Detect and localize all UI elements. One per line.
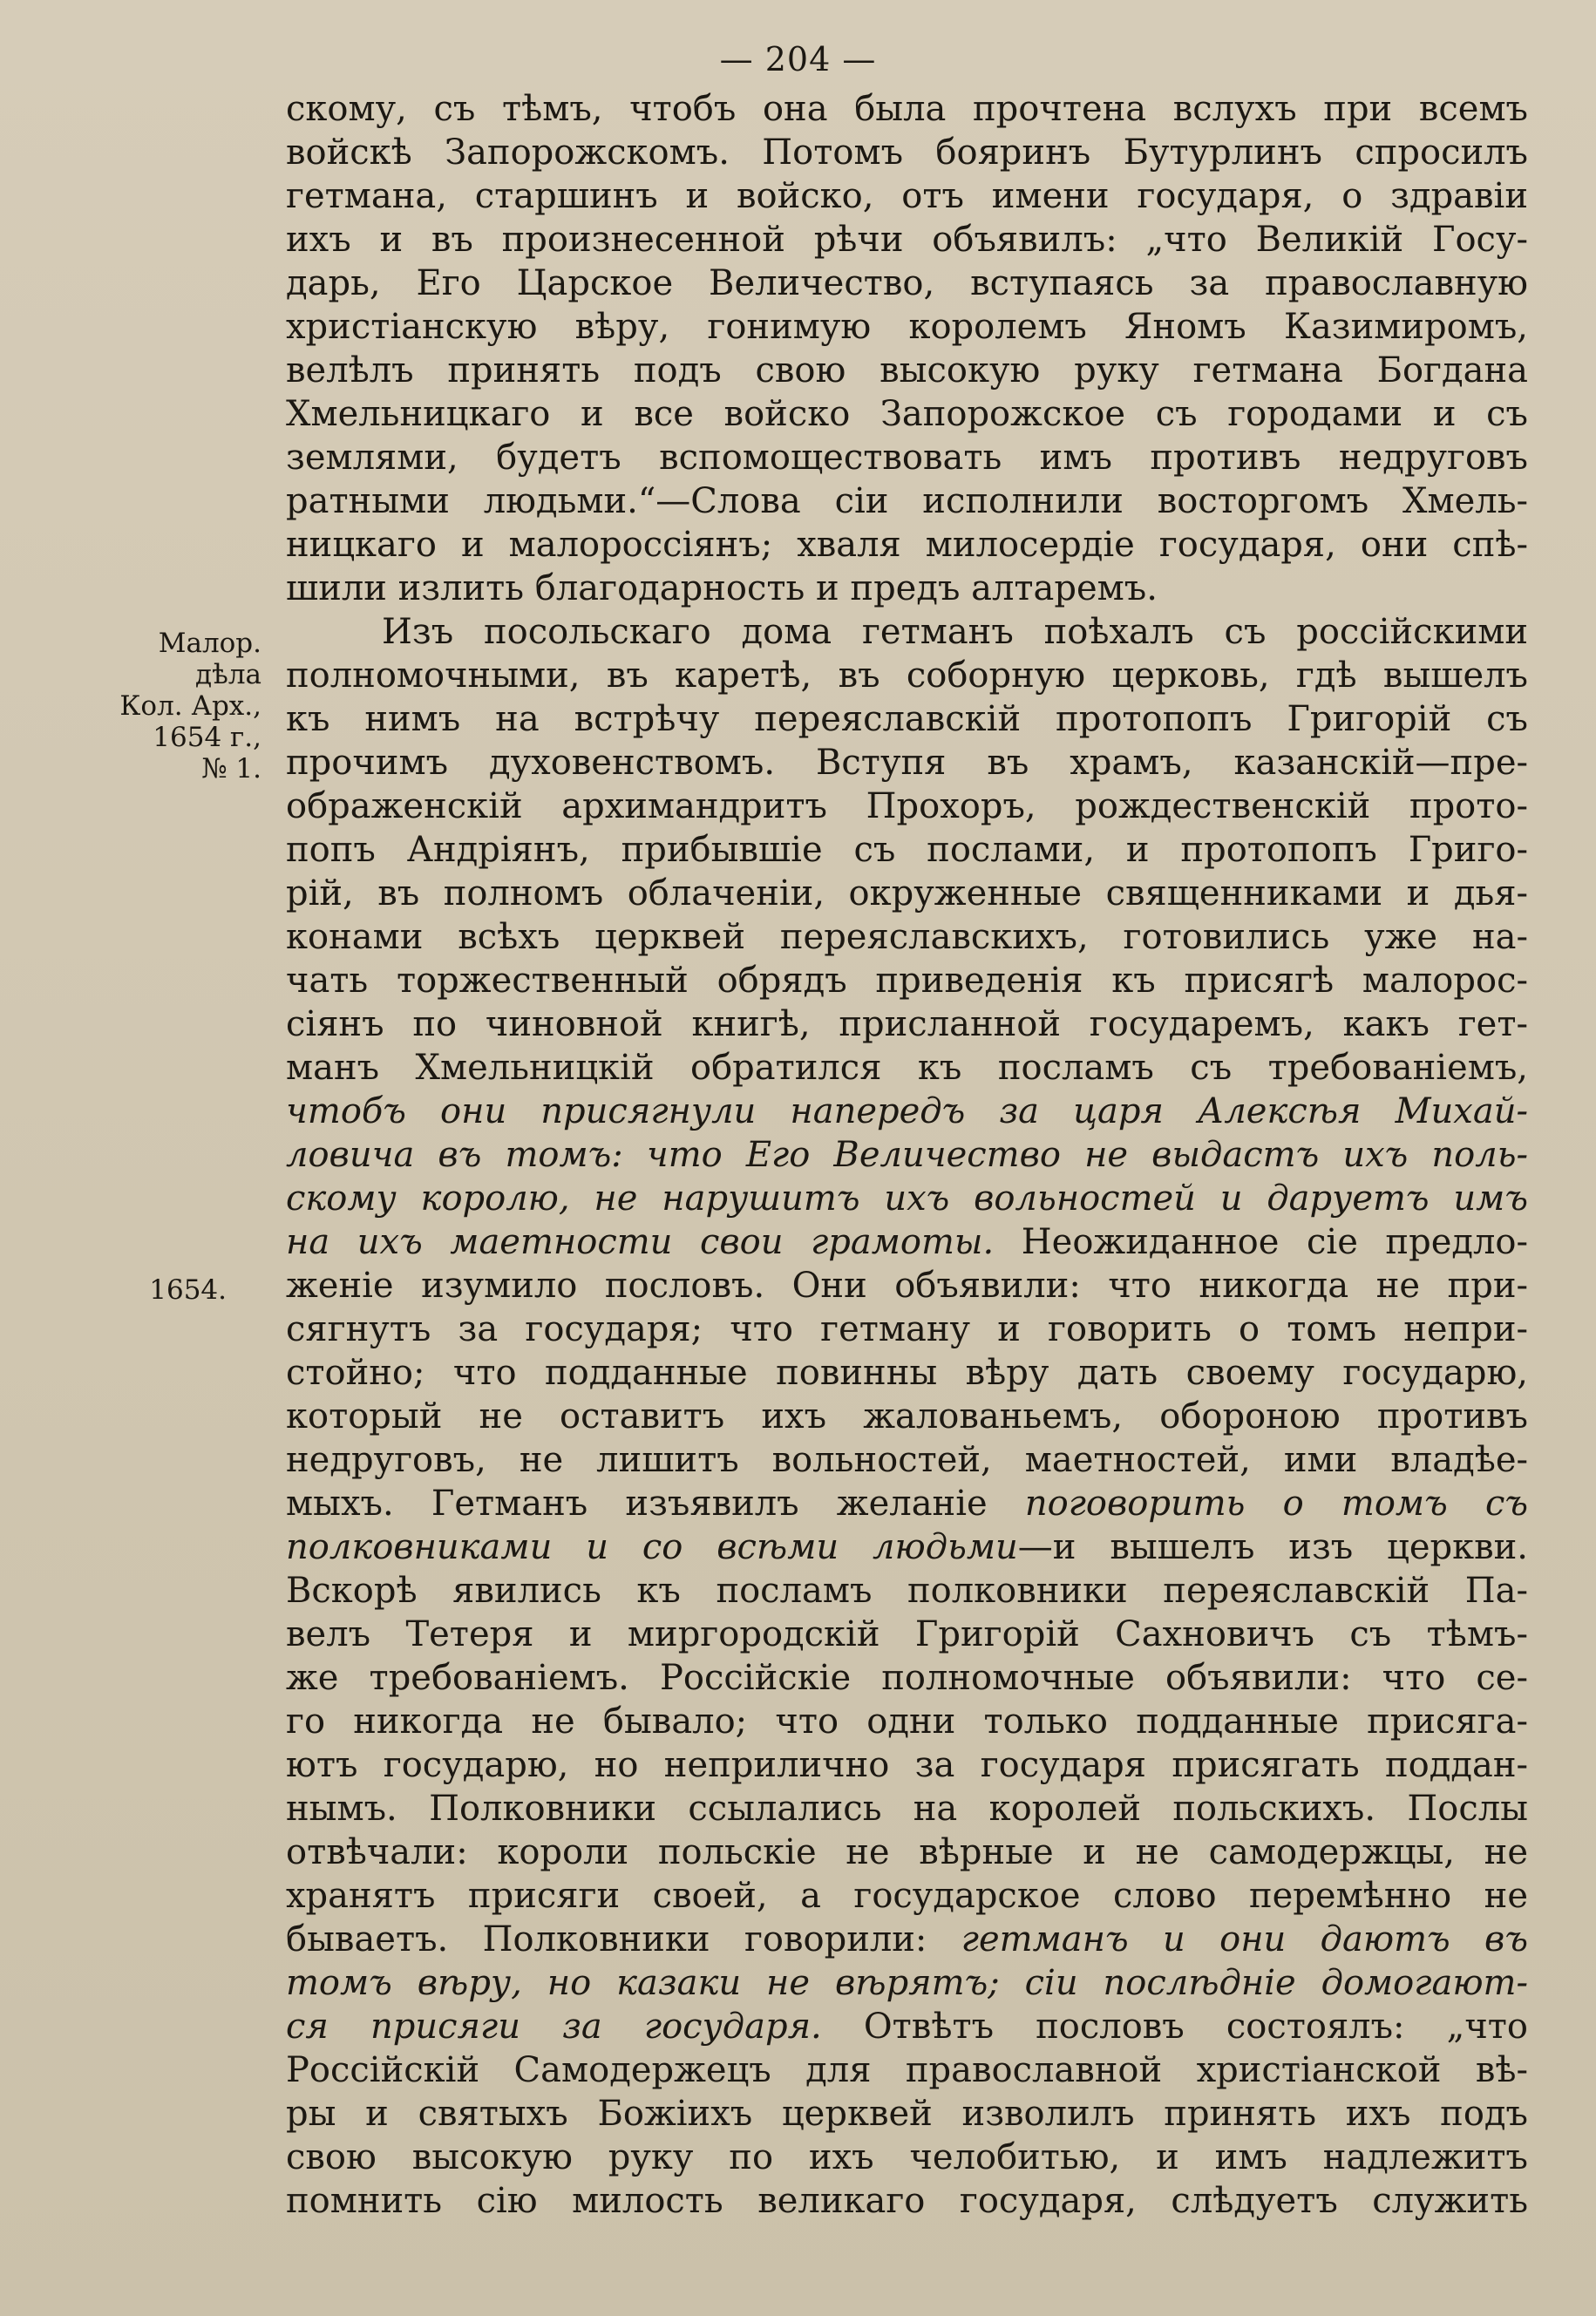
text-fragment: женіе изумило пословъ. Они объявили: что никогда не при- [286, 1266, 1528, 1306]
italic-text: томъ вѣру, но казаки не вѣрятъ; сіи послѣдніе домогают- [286, 1963, 1528, 2003]
text-fragment: же требованіемъ. Россійскіе полномочные объявили: что се- [286, 1658, 1528, 1698]
margin-note-year: 1654. [149, 1274, 227, 1306]
text-line [286, 1874, 1528, 1918]
text-line [286, 1133, 1528, 1177]
text-line [286, 1743, 1528, 1787]
text-line [286, 959, 1528, 1002]
text-line [286, 1438, 1528, 1482]
italic-text: ся присяги за государя. [286, 2007, 822, 2047]
text-fragment: шили излить благодарность и предъ алтаремъ. [286, 568, 1158, 608]
text-fragment: чать торжественный обрядъ приведенія къ присягѣ малорос- [286, 961, 1528, 1001]
text-fragment: велъ Тетеря и миргородскій Григорій Сахновичъ съ тѣмъ- [286, 1614, 1528, 1654]
text-fragment: полномочными, въ каретѣ, въ соборную церковь, гдѣ вышелъ [286, 655, 1528, 696]
text-fragment: помнить сію милость великаго государя, слѣдуетъ служить [286, 2181, 1528, 2221]
text-fragment: ютъ государю, но неприлично за государя присягать поддан- [286, 1745, 1528, 1785]
text-fragment: хранятъ присяги своей, а государское слово перемѣнно не [286, 1876, 1528, 1916]
text-line [286, 87, 1528, 131]
text-fragment: бываетъ. Полковники говорили: [286, 1919, 961, 1959]
text-line [286, 174, 1528, 218]
italic-text: скому королю, не нарушитъ ихъ вольностей и даруетъ имъ [286, 1178, 1528, 1219]
text-fragment: гетмана, старшинъ и войско, отъ имени государя, о здравіи [286, 176, 1528, 216]
text-fragment: ратными людьми.“—Слова сіи исполнили восторгомъ Хмель- [286, 481, 1528, 521]
text-line [286, 1090, 1528, 1133]
text-line [286, 872, 1528, 915]
text-line [286, 1700, 1528, 1743]
text-fragment: Россійскій Самодержецъ для православной христіанской вѣ- [286, 2050, 1528, 2090]
text-line [286, 1351, 1528, 1395]
text-line [286, 1177, 1528, 1220]
text-fragment: ры и святыхъ Божіихъ церквей изволилъ принять ихъ подъ [286, 2094, 1528, 2134]
text-fragment: недруговъ, не лишитъ вольностей, маетностей, ими владѣе- [286, 1440, 1528, 1480]
text-line [286, 654, 1528, 697]
text-line [286, 392, 1528, 436]
text-fragment: сягнутъ за государя; что гетману и говорить о томъ непри- [286, 1309, 1528, 1349]
text-line [286, 1787, 1528, 1830]
text-fragment: скому, съ тѣмъ, чтобъ она была прочтена вслухъ при всемъ [286, 89, 1528, 129]
text-fragment: Отвѣтъ пословъ состоялъ: „что [821, 2007, 1528, 2047]
text-fragment: попъ Андріянъ, прибывшіе съ послами, и протопопъ Григо- [286, 830, 1528, 870]
text-line [286, 261, 1528, 305]
text-fragment: Хмельницкаго и все войско Запорожское съ городами и съ [286, 394, 1528, 434]
text-fragment: мыхъ. Гетманъ изъявилъ желаніе [286, 1484, 1025, 1524]
text-line [286, 1656, 1528, 1700]
italic-text: гетманъ и они даютъ въ [961, 1919, 1528, 1959]
text-line [286, 1220, 1528, 1264]
text-line [286, 2048, 1528, 2092]
text-fragment: христіанскую вѣру, гонимую королемъ Яномъ Казимиромъ, [286, 307, 1528, 347]
text-line [286, 915, 1528, 959]
text-line [286, 610, 1528, 654]
page-number: — 204 — [719, 40, 877, 78]
text-fragment: войскѣ Запорожскомъ. Потомъ бояринъ Бутурлинъ спросилъ [286, 132, 1528, 173]
text-fragment: къ нимъ на встрѣчу переяславскій протопопъ Григорій съ [286, 699, 1528, 739]
text-line [286, 784, 1528, 828]
text-line [286, 567, 1528, 610]
text-line [286, 131, 1528, 174]
text-line [286, 218, 1528, 261]
text-fragment: Изъ посольскаго дома гетманъ поѣхалъ съ россійскими [382, 612, 1528, 652]
text-fragment: ницкаго и малороссіянъ; хваля милосердіе государя, они спѣ- [286, 525, 1528, 565]
text-line [286, 1961, 1528, 2005]
text-line [286, 2092, 1528, 2136]
text-fragment: манъ Хмельницкій обратился къ посламъ съ требованіемъ, [286, 1048, 1528, 1088]
text-line [286, 2136, 1528, 2179]
body-text [286, 87, 1528, 2223]
text-fragment: Неожиданное сіе предло- [994, 1222, 1528, 1262]
text-line [286, 1482, 1528, 1525]
text-line [286, 1307, 1528, 1351]
text-line [286, 479, 1528, 523]
text-fragment: —и вышелъ изъ церкви. [1017, 1527, 1528, 1567]
text-fragment: велѣлъ принять подъ свою высокую руку гетмана Богдана [286, 350, 1528, 391]
text-fragment: свою высокую руку по ихъ челобитью, и имъ надлежитъ [286, 2137, 1528, 2177]
text-line [286, 1264, 1528, 1307]
italic-text: чтобъ они присягнули напередъ за царя Алексѣя Михай- [286, 1091, 1528, 1131]
margin-note-line: 1654 г., [153, 722, 261, 753]
text-fragment: стойно; что подданные повинны вѣру дать своему государю, [286, 1353, 1528, 1393]
text-fragment: конами всѣхъ церквей переяславскихъ, готовились уже на- [286, 917, 1528, 957]
text-fragment: ображенскій архимандритъ Прохоръ, рождественскій прото- [286, 786, 1528, 826]
text-line [286, 523, 1528, 567]
text-fragment: прочимъ духовенствомъ. Вступя въ храмъ, казанскій—пре- [286, 743, 1528, 783]
italic-text: на ихъ маетности свои грамоты. [286, 1222, 995, 1262]
text-line [286, 1525, 1528, 1569]
text-line [286, 828, 1528, 872]
italic-text: полковниками и со всѣми людьми [286, 1527, 1018, 1567]
text-line [286, 349, 1528, 392]
text-fragment: сіянъ по чиновной книгѣ, присланной государемъ, какъ гет- [286, 1004, 1528, 1044]
text-line [286, 1613, 1528, 1656]
text-line [286, 305, 1528, 349]
italic-text: ловича въ томъ: что Его Величество не выдастъ ихъ поль- [286, 1135, 1528, 1175]
text-line [286, 1002, 1528, 1046]
text-line [286, 697, 1528, 741]
text-fragment: рій, въ полномъ облаченіи, окруженные священниками и дья- [286, 873, 1528, 913]
text-line [286, 1569, 1528, 1613]
text-line [286, 741, 1528, 784]
text-fragment: отвѣчали: короли польскіе не вѣрные и не самодержцы, не [286, 1832, 1528, 1872]
margin-note-archive-reference [87, 628, 261, 784]
margin-note-line: № 1. [201, 753, 261, 784]
margin-note-line: Малор. [158, 628, 261, 659]
text-fragment: Вскорѣ явились къ посламъ полковники переяславскій Па- [286, 1571, 1528, 1611]
text-fragment: нымъ. Полковники ссылались на королей польскихъ. Послы [286, 1789, 1528, 1829]
margin-note-line: дѣла [195, 659, 261, 690]
text-line [286, 2005, 1528, 2048]
text-fragment: дарь, Его Царское Величество, вступаясь за православную [286, 263, 1528, 303]
italic-text: поговорить о томъ съ [1024, 1484, 1528, 1524]
text-fragment: го никогда не бывало; что одни только подданные присяга- [286, 1701, 1528, 1742]
text-line [286, 1830, 1528, 1874]
text-fragment: ихъ и въ произнесенной рѣчи объявилъ: „что Великій Госу- [286, 220, 1528, 260]
text-line [286, 1046, 1528, 1090]
margin-note-line: Кол. Арх., [119, 690, 261, 722]
text-line [286, 1918, 1528, 1961]
text-fragment: который не оставитъ ихъ жалованьемъ, обороною противъ [286, 1396, 1528, 1436]
text-line [286, 436, 1528, 479]
text-line [286, 1395, 1528, 1438]
text-fragment: землями, будетъ вспомоществовать имъ противъ недруговъ [286, 438, 1528, 478]
text-line [286, 2179, 1528, 2223]
